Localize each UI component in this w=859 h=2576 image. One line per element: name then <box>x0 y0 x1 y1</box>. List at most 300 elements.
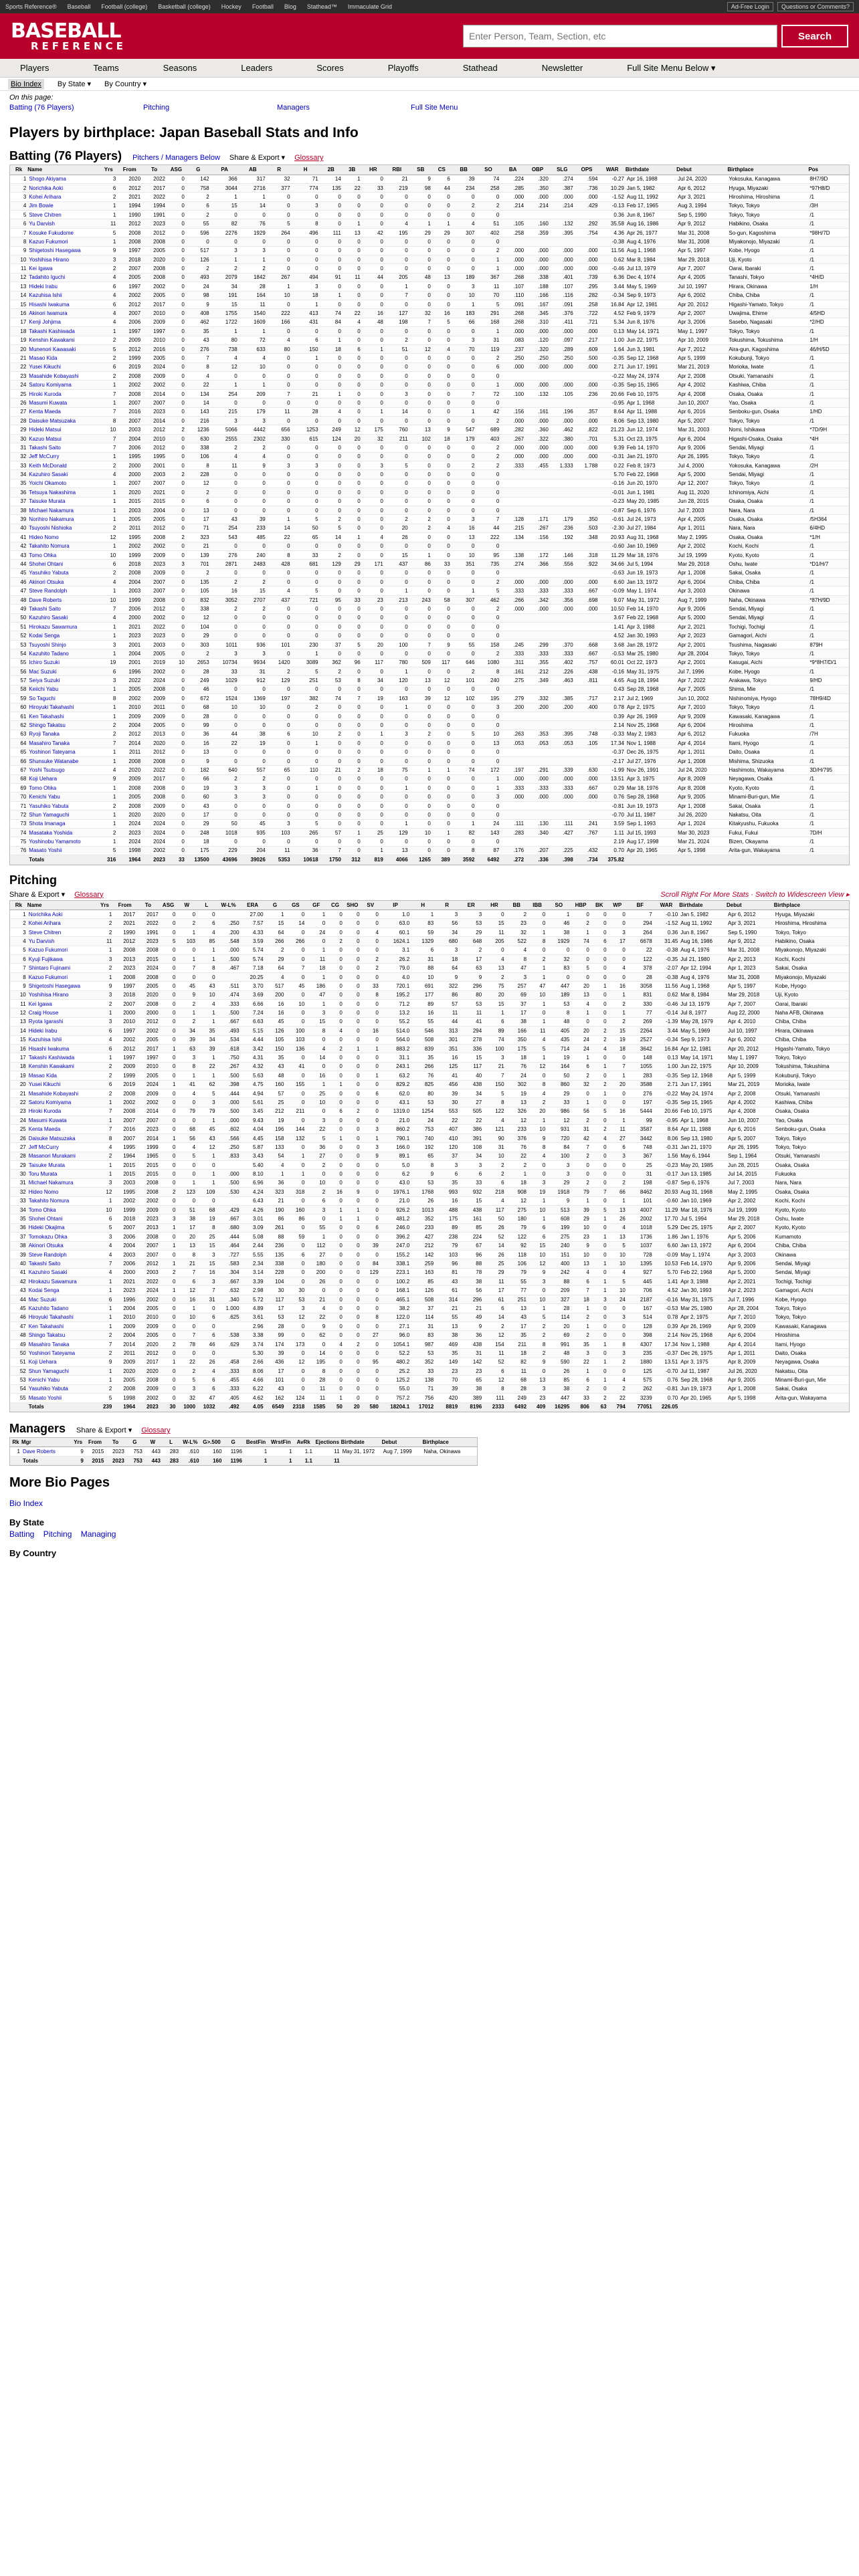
player-link[interactable]: Yasuhiko Yabuta <box>29 570 69 576</box>
column-header[interactable]: SO <box>476 165 501 175</box>
player-link[interactable]: Yu Darvish <box>29 221 55 227</box>
column-header[interactable]: AB <box>239 165 267 175</box>
player-link[interactable]: Shohei Ohtani <box>29 560 63 567</box>
player-link[interactable]: Masao Kida <box>29 355 58 361</box>
player-link[interactable]: Taisuke Murata <box>28 1162 65 1168</box>
player-link[interactable]: Takashi Saito <box>29 605 61 612</box>
player-link[interactable]: Masahiro Tanaka <box>29 740 70 746</box>
player-link[interactable]: Steve Randolph <box>29 588 68 595</box>
player-link[interactable]: Kazuhito Tadano <box>29 650 69 657</box>
glossary-link[interactable]: Glossary <box>74 890 104 899</box>
column-header[interactable]: Birthplace <box>727 165 808 175</box>
column-header[interactable]: SV <box>361 901 380 910</box>
table-cell: 172 <box>476 766 501 774</box>
player-link[interactable]: Yusei Kikuchi <box>28 1081 61 1088</box>
player-link[interactable]: Kosuke Fukudome <box>29 229 74 236</box>
table-cell <box>27 399 100 407</box>
totals-cell: 39026 <box>239 855 267 864</box>
search-input[interactable] <box>463 25 777 47</box>
search-button[interactable]: Search <box>781 25 848 47</box>
player-link[interactable]: Steve Chitren <box>28 929 62 936</box>
player-link[interactable]: Satoru Komiyama <box>29 382 72 389</box>
player-link[interactable]: So Taguchi <box>29 695 56 702</box>
column-header[interactable]: Debut <box>382 1438 423 1447</box>
column-header[interactable]: BF <box>627 901 654 910</box>
table-cell: 6 <box>197 1313 217 1321</box>
table-cell: 0 <box>608 919 627 928</box>
player-link[interactable]: Tomo Ohka <box>28 1206 56 1213</box>
player-link[interactable]: Yu Darvish <box>28 938 55 944</box>
player-link[interactable]: Masahiro Tanaka <box>28 1341 70 1348</box>
column-header[interactable]: BB <box>452 165 476 175</box>
player-link[interactable]: Hideki Matsui <box>29 427 62 433</box>
player-link[interactable]: Takashi Saito <box>28 1261 61 1267</box>
table-cell: 257 <box>506 982 528 990</box>
player-link[interactable]: Steve Randolph <box>28 1251 67 1258</box>
topbar-item-1[interactable]: Baseball <box>67 3 91 10</box>
column-header[interactable]: R <box>435 901 459 910</box>
player-link[interactable]: Shingo Takatsu <box>29 722 66 729</box>
nav-newsletter[interactable]: Newsletter <box>541 63 583 73</box>
player-link[interactable]: Tadahito Iguchi <box>29 274 66 281</box>
player-link[interactable]: Hideo Nomo <box>29 534 59 540</box>
player-link[interactable]: Daisuke Matsuzaka <box>28 1135 76 1142</box>
player-link[interactable]: Keith McDonald <box>29 462 67 469</box>
glossary-link[interactable]: Glossary <box>141 1426 171 1434</box>
player-link[interactable]: Shun Yamaguchi <box>28 1368 69 1374</box>
column-header[interactable]: Rk <box>10 1438 21 1447</box>
pitchers-managers-link[interactable]: Pitchers / Managers Below <box>132 154 220 162</box>
player-link[interactable]: Shigetoshi Hasegawa <box>29 247 81 254</box>
player-link[interactable]: Akinori Otsuka <box>29 578 64 585</box>
column-header[interactable]: G <box>186 165 211 175</box>
nav-full-site-menu[interactable]: Full Site Menu Below ▾ <box>627 62 716 73</box>
share-export-menu[interactable]: Share & Export ▾ <box>9 890 66 899</box>
player-link[interactable]: Kazuhiro Sasaki <box>29 471 68 478</box>
table-cell: 12 <box>343 425 362 434</box>
table-cell: 0 <box>385 721 409 730</box>
player-link[interactable]: Kenshin Kawakami <box>28 1063 74 1070</box>
onpage-link-full-site-menu[interactable]: Full Site Menu <box>411 104 458 112</box>
player-link[interactable]: Masato Yoshii <box>29 847 62 854</box>
player-link[interactable]: Dave Roberts <box>22 1448 56 1455</box>
player-link[interactable]: Takashi Kashiwada <box>28 1055 75 1061</box>
column-header[interactable]: G>.500 <box>201 1438 223 1447</box>
column-header[interactable]: PA <box>211 165 239 175</box>
player-link[interactable]: Kyuji Fujikawa <box>28 956 63 962</box>
column-header[interactable]: CG <box>326 901 344 910</box>
column-header[interactable]: Rk <box>10 901 27 910</box>
column-header[interactable]: W-L% <box>217 901 241 910</box>
topbar-item-0[interactable]: Sports Reference® <box>5 3 57 10</box>
column-header[interactable]: AvRk <box>293 1438 313 1447</box>
table-cell: 0 <box>267 443 292 452</box>
table-cell: 64 <box>265 964 286 972</box>
nav-seasons[interactable]: Seasons <box>163 63 197 73</box>
player-link[interactable]: Yoshinobu Yamamoto <box>29 839 81 845</box>
player-link[interactable]: Yoichi Okamoto <box>29 480 67 487</box>
player-link[interactable]: Tsuyoshi Nishioka <box>29 525 72 532</box>
column-header[interactable]: BB <box>506 901 528 910</box>
player-link[interactable]: Hideo Nomo <box>28 1188 59 1195</box>
table-cell: 0 <box>326 928 344 936</box>
column-header[interactable]: Yrs <box>100 165 117 175</box>
table-cell: 32 <box>571 1080 591 1089</box>
player-link[interactable]: Tetsuya Nakashima <box>29 489 76 496</box>
topbar-item-5[interactable]: Football <box>252 3 274 10</box>
table-cell: Sep 12, 1968 <box>679 1071 727 1080</box>
player-link[interactable]: Craig House <box>28 1010 59 1016</box>
player-link[interactable]: Masao Kida <box>28 1072 57 1079</box>
player-link[interactable]: Norichika Aoki <box>29 185 63 191</box>
nav-leaders[interactable]: Leaders <box>241 63 273 73</box>
player-link[interactable]: Hirokazu Sawamura <box>29 623 78 630</box>
column-header[interactable]: WAR <box>654 901 680 910</box>
player-link[interactable]: Hideki Irabu <box>29 283 58 290</box>
player-link[interactable]: Hiroyuki Takahashi <box>29 704 74 711</box>
player-link[interactable]: Takashi Saito <box>29 444 61 451</box>
column-header[interactable]: 3B <box>343 165 362 175</box>
table-cell: 720 <box>547 1134 571 1142</box>
player-link[interactable]: Shogo Akiyama <box>29 176 66 183</box>
player-link[interactable]: Toru Murata <box>28 1171 58 1178</box>
topbar-item-8[interactable]: Immaculate Grid <box>347 3 392 10</box>
player-link[interactable]: Tomokazu Ohka <box>28 1233 68 1240</box>
nav-stathead[interactable]: Stathead <box>462 63 498 73</box>
player-link[interactable]: Jim Bowie <box>29 203 54 209</box>
table-cell: 2008 <box>142 595 167 604</box>
column-header[interactable]: Birthdate <box>679 901 727 910</box>
table-cell: /1 <box>808 578 849 586</box>
table-cell: .444 <box>217 1089 241 1097</box>
state-batting-link[interactable]: Batting <box>9 1529 35 1539</box>
player-link[interactable]: Tsuyoshi Shinjo <box>29 641 66 648</box>
player-link[interactable]: Kazuo Fukumori <box>29 238 68 245</box>
player-link[interactable]: Masanori Murakami <box>28 1153 76 1160</box>
player-link[interactable]: Steve Chitren <box>29 211 62 218</box>
player-link[interactable]: Ichiro Suzuki <box>29 659 60 666</box>
player-link[interactable]: Kazuhiro Sasaki <box>29 615 68 621</box>
player-link[interactable]: Seiya Suzuki <box>29 677 60 684</box>
column-header[interactable]: From <box>117 165 142 175</box>
column-header[interactable]: Debut <box>727 901 774 910</box>
column-header[interactable]: SO <box>547 901 571 910</box>
player-link[interactable]: Takahito Nomura <box>29 543 70 550</box>
player-link[interactable]: Norichika Aoki <box>28 911 63 918</box>
table-cell: 124 <box>320 434 343 443</box>
column-header[interactable]: WAR <box>599 165 625 175</box>
player-link[interactable]: Hiroki Kuroda <box>28 1108 62 1115</box>
player-link[interactable]: Kenta Maeda <box>28 1126 61 1133</box>
player-link[interactable]: Kazuhisa Ishii <box>28 1037 62 1043</box>
player-link[interactable]: Kenshin Kawakami <box>29 337 75 344</box>
site-logo[interactable] <box>11 21 126 51</box>
player-link[interactable]: Ryoji Tanaka <box>29 731 60 738</box>
player-link[interactable]: Jeff McCurry <box>28 1144 59 1150</box>
column-header[interactable]: G <box>126 1438 144 1447</box>
player-link[interactable]: Shun Yamaguchi <box>29 811 70 818</box>
column-header[interactable]: IP <box>380 901 411 910</box>
topbar-item-7[interactable]: Stathead™ <box>306 3 337 10</box>
share-export-menu[interactable]: Share & Export ▾ <box>76 1426 132 1434</box>
column-header[interactable]: From <box>85 1438 105 1447</box>
column-header[interactable]: To <box>105 1438 125 1447</box>
glossary-link[interactable]: Glossary <box>294 154 324 162</box>
column-header[interactable]: From <box>113 901 136 910</box>
table-cell: 367 <box>627 1152 654 1160</box>
column-header[interactable]: GS <box>285 901 306 910</box>
column-header[interactable]: Birthplace <box>423 1438 477 1447</box>
player-link[interactable]: Tomo Ohka <box>29 552 57 558</box>
player-link[interactable]: Shohei Ohtani <box>28 1216 63 1222</box>
player-link[interactable]: Michael Nakamura <box>28 1180 74 1186</box>
player-link[interactable]: Yasuhiko Yabuta <box>29 802 69 809</box>
player-link[interactable]: Kei Igawa <box>29 265 53 272</box>
topbar-item-6[interactable]: Blog <box>284 3 296 10</box>
table-cell <box>27 1196 96 1205</box>
player-link[interactable]: Kazuo Fukumori <box>28 947 68 954</box>
player-link[interactable]: Hiroki Kuroda <box>29 391 62 397</box>
table-cell: /1 <box>808 488 849 497</box>
player-link[interactable]: Satoru Komiyama <box>28 1099 72 1105</box>
table-cell <box>500 542 525 550</box>
column-header[interactable]: GF <box>306 901 326 910</box>
column-header[interactable]: To <box>142 165 167 175</box>
table-cell: Apr 1, 2011 <box>727 1349 774 1358</box>
player-link[interactable]: Hisashi Iwakuma <box>28 1045 70 1052</box>
table-cell: 6 <box>10 955 27 964</box>
table-cell: 0 <box>292 542 320 550</box>
table-cell: 0 <box>343 819 362 828</box>
subnav-by-state[interactable]: By State ▾ <box>57 80 92 88</box>
table-cell: 0 <box>362 506 385 514</box>
column-header[interactable]: Ejections <box>314 1438 341 1447</box>
column-header[interactable]: IBB <box>528 901 547 910</box>
nav-players[interactable]: Players <box>20 63 50 73</box>
player-link[interactable]: Hideki Okajima <box>28 1224 65 1231</box>
column-header[interactable]: W-L% <box>180 1438 200 1447</box>
onpage-link-managers[interactable]: Managers <box>277 104 310 112</box>
table-cell: 163 <box>385 694 409 703</box>
table-cell: Sakai, Osaka <box>774 1384 849 1393</box>
table-cell: 0 <box>432 399 452 407</box>
player-link[interactable]: Hisashi Iwakuma <box>29 301 70 308</box>
player-link[interactable]: Kohei Arihara <box>28 920 61 927</box>
player-link[interactable]: Masato Yoshii <box>28 1394 62 1401</box>
column-header[interactable]: H <box>411 901 435 910</box>
player-link[interactable]: Masumi Kuwata <box>28 1117 67 1123</box>
subnav-bio-index[interactable]: Bio Index <box>8 79 44 90</box>
column-header[interactable]: Yrs <box>96 901 114 910</box>
player-link[interactable]: Yasuhiko Yabuta <box>28 1386 68 1392</box>
player-link[interactable]: Masahide Kobayashi <box>28 1090 78 1097</box>
player-link[interactable]: Michael Nakamura <box>29 507 74 514</box>
player-link[interactable]: Yoshinori Tateyama <box>29 749 76 756</box>
player-link[interactable]: Koji Uehara <box>29 776 58 782</box>
table-cell: 46 <box>186 685 211 693</box>
column-header[interactable]: To <box>136 901 160 910</box>
column-header[interactable]: Birthplace <box>774 901 849 910</box>
player-link[interactable]: Yusei Kikuchi <box>29 364 61 370</box>
column-header[interactable]: HR <box>483 901 505 910</box>
column-header[interactable]: Mgr <box>21 1438 72 1447</box>
column-header[interactable]: Name <box>27 901 96 910</box>
player-link[interactable]: Kodai Senga <box>29 633 60 639</box>
column-header[interactable]: Debut <box>676 165 727 175</box>
column-header[interactable]: W <box>177 901 197 910</box>
player-link[interactable]: Masataka Yoshida <box>29 829 73 836</box>
table-cell: /1 <box>808 721 849 730</box>
column-header[interactable]: Yrs <box>71 1438 84 1447</box>
player-link[interactable]: Masumi Kuwata <box>29 399 68 406</box>
player-link[interactable]: Kenichi Yabu <box>29 794 60 800</box>
column-header[interactable]: ER <box>459 901 483 910</box>
table-cell: 0 <box>361 1107 380 1115</box>
player-link[interactable]: Kei Igawa <box>28 1000 52 1007</box>
column-header[interactable]: H <box>292 165 320 175</box>
column-header[interactable]: L <box>162 1438 180 1447</box>
player-link[interactable]: Kenichi Yabu <box>28 1377 60 1384</box>
player-link[interactable]: Hirokazu Sawamura <box>28 1278 77 1285</box>
table-cell: 34 <box>211 282 239 291</box>
nav-teams[interactable]: Teams <box>93 63 119 73</box>
player-link[interactable]: Shingo Takatsu <box>28 1332 66 1339</box>
player-link[interactable]: Koji Uehara <box>28 1359 57 1366</box>
player-link[interactable]: Tomo Ohka <box>29 784 57 791</box>
column-header[interactable]: OPS <box>575 165 599 175</box>
table-cell: 0 <box>167 811 186 819</box>
player-link[interactable]: Kazuhiro Sasaki <box>28 1269 68 1276</box>
player-link[interactable]: Keiichi Yabu <box>29 686 59 693</box>
player-link[interactable]: Mac Suzuki <box>29 668 57 675</box>
table-cell: Apr 12, 1981 <box>626 300 676 308</box>
player-link[interactable]: Akinori Otsuka <box>28 1243 64 1249</box>
table-cell: .000 <box>575 193 599 201</box>
column-header[interactable]: SHO <box>344 901 361 910</box>
column-header[interactable]: Rk <box>10 165 27 175</box>
nav-scores[interactable]: Scores <box>316 63 344 73</box>
player-link[interactable]: Kazuo Fukumori <box>28 974 68 980</box>
player-link[interactable]: Kazuhisa Ishii <box>29 292 62 299</box>
table-cell: 9 <box>306 1322 326 1331</box>
state-pitching-link[interactable]: Pitching <box>43 1529 72 1539</box>
column-header[interactable]: HR <box>362 165 385 175</box>
column-header[interactable]: RBI <box>385 165 409 175</box>
player-link[interactable]: Mac Suzuki <box>28 1296 57 1303</box>
player-link[interactable]: Shigetoshi Hasegawa <box>28 982 81 989</box>
column-header[interactable]: BA <box>500 165 525 175</box>
share-export-menu[interactable]: Share & Export ▾ <box>229 154 286 162</box>
player-link[interactable]: Yoshinori Tateyama <box>28 1350 76 1356</box>
player-link[interactable]: Hiroyuki Takahashi <box>28 1314 74 1321</box>
table-cell: 0 <box>362 399 385 407</box>
column-header[interactable]: Birthdate <box>341 1438 382 1447</box>
column-header[interactable]: Birthdate <box>626 165 676 175</box>
column-header[interactable]: SB <box>409 165 432 175</box>
column-header[interactable]: BestFin <box>244 1438 268 1447</box>
column-header[interactable]: G <box>265 901 286 910</box>
topbar-item-2[interactable]: Football (college) <box>101 3 148 10</box>
player-link[interactable]: Ken Takahashi <box>28 1323 64 1329</box>
onpage-link-batting[interactable]: Batting (76 Players) <box>9 104 74 112</box>
table-cell: 0 <box>362 613 385 622</box>
player-link[interactable]: Kenji Johjima <box>29 319 61 326</box>
table-cell: 12 <box>506 1116 528 1125</box>
onpage-link-pitching[interactable]: Pitching <box>143 104 170 112</box>
player-link[interactable]: Shintaro Fujinami <box>28 965 70 972</box>
column-header[interactable]: ASG <box>167 165 186 175</box>
player-link[interactable]: Kazuo Matsui <box>29 435 62 442</box>
table-cell: 7 <box>100 605 117 613</box>
player-link[interactable]: Kodai Senga <box>28 1287 60 1294</box>
player-link[interactable]: Hideki Irabu <box>28 1027 58 1034</box>
player-link[interactable]: Ryota Igarashi <box>28 1018 64 1025</box>
column-header[interactable]: SLG <box>550 165 575 175</box>
column-header[interactable]: Pos <box>808 165 849 175</box>
player-link[interactable]: Jeff McCurry <box>29 453 60 460</box>
player-link[interactable]: Masahide Kobayashi <box>29 372 79 379</box>
player-link[interactable]: Takahito Nomura <box>28 1198 70 1204</box>
column-header[interactable]: CS <box>432 165 452 175</box>
player-link[interactable]: Ken Takahashi <box>29 713 64 720</box>
topbar-item-3[interactable]: Basketball (college) <box>158 3 211 10</box>
column-header[interactable]: HBP <box>571 901 591 910</box>
player-link[interactable]: Norihiro Nakamura <box>29 516 74 523</box>
column-header[interactable]: WrstFin <box>268 1438 293 1447</box>
topbar-item-4[interactable]: Hockey <box>221 3 242 10</box>
table-cell: 17 <box>186 811 211 819</box>
feedback-button[interactable]: Questions or Comments? <box>777 2 854 11</box>
column-header[interactable]: W <box>144 1438 162 1447</box>
player-link[interactable]: Taisuke Murata <box>29 498 66 505</box>
player-link[interactable]: Shunsuke Watanabe <box>29 758 79 764</box>
table-cell: 26.2 <box>380 955 411 964</box>
column-header[interactable]: R <box>267 165 292 175</box>
column-header[interactable]: BK <box>591 901 608 910</box>
column-header[interactable]: Name <box>27 165 100 175</box>
player-link[interactable]: Yoshihisa Hirano <box>29 256 70 263</box>
table-cell: 76 <box>239 219 267 228</box>
nav-playoffs[interactable]: Playoffs <box>387 63 419 73</box>
widescreen-toggle[interactable]: Scroll Right For More Stats · Switch to Widescreen View ▸ <box>660 890 850 899</box>
player-link[interactable]: Akinori Iwamura <box>29 310 68 317</box>
player-link[interactable]: Kazuhito Tadano <box>28 1305 69 1311</box>
table-cell: 0 <box>476 372 501 381</box>
player-link[interactable]: Takashi Kashiwada <box>29 328 75 334</box>
column-header[interactable]: WP <box>608 901 627 910</box>
player-link[interactable]: Daisuke Matsuzaka <box>29 417 76 424</box>
player-link[interactable]: Shota Imanaga <box>29 821 66 827</box>
table-cell: 10 <box>411 972 435 981</box>
column-header[interactable]: OBP <box>525 165 550 175</box>
column-header[interactable]: 2B <box>320 165 343 175</box>
state-managing-link[interactable]: Managing <box>80 1529 116 1539</box>
column-header[interactable]: L <box>197 901 217 910</box>
column-header[interactable]: G <box>223 1438 243 1447</box>
player-link[interactable]: Dave Roberts <box>29 597 62 603</box>
player-link[interactable]: Yoshi Tsutsugo <box>29 766 65 773</box>
player-link[interactable]: Kohei Arihara <box>29 193 62 200</box>
column-header[interactable]: ERA <box>241 901 265 910</box>
player-link[interactable]: Kenta Maeda <box>29 409 61 415</box>
subnav-by-country[interactable]: By Country ▾ <box>104 80 147 88</box>
ad-free-login-button[interactable]: Ad-Free Login <box>727 2 773 11</box>
bio-index-link[interactable]: Bio Index <box>9 1499 43 1509</box>
column-header[interactable]: ASG <box>160 901 177 910</box>
table-cell: 95 <box>476 550 501 559</box>
player-link[interactable]: Munenori Kawasaki <box>29 346 76 352</box>
player-link[interactable]: Yoshihisa Hirano <box>28 992 69 998</box>
